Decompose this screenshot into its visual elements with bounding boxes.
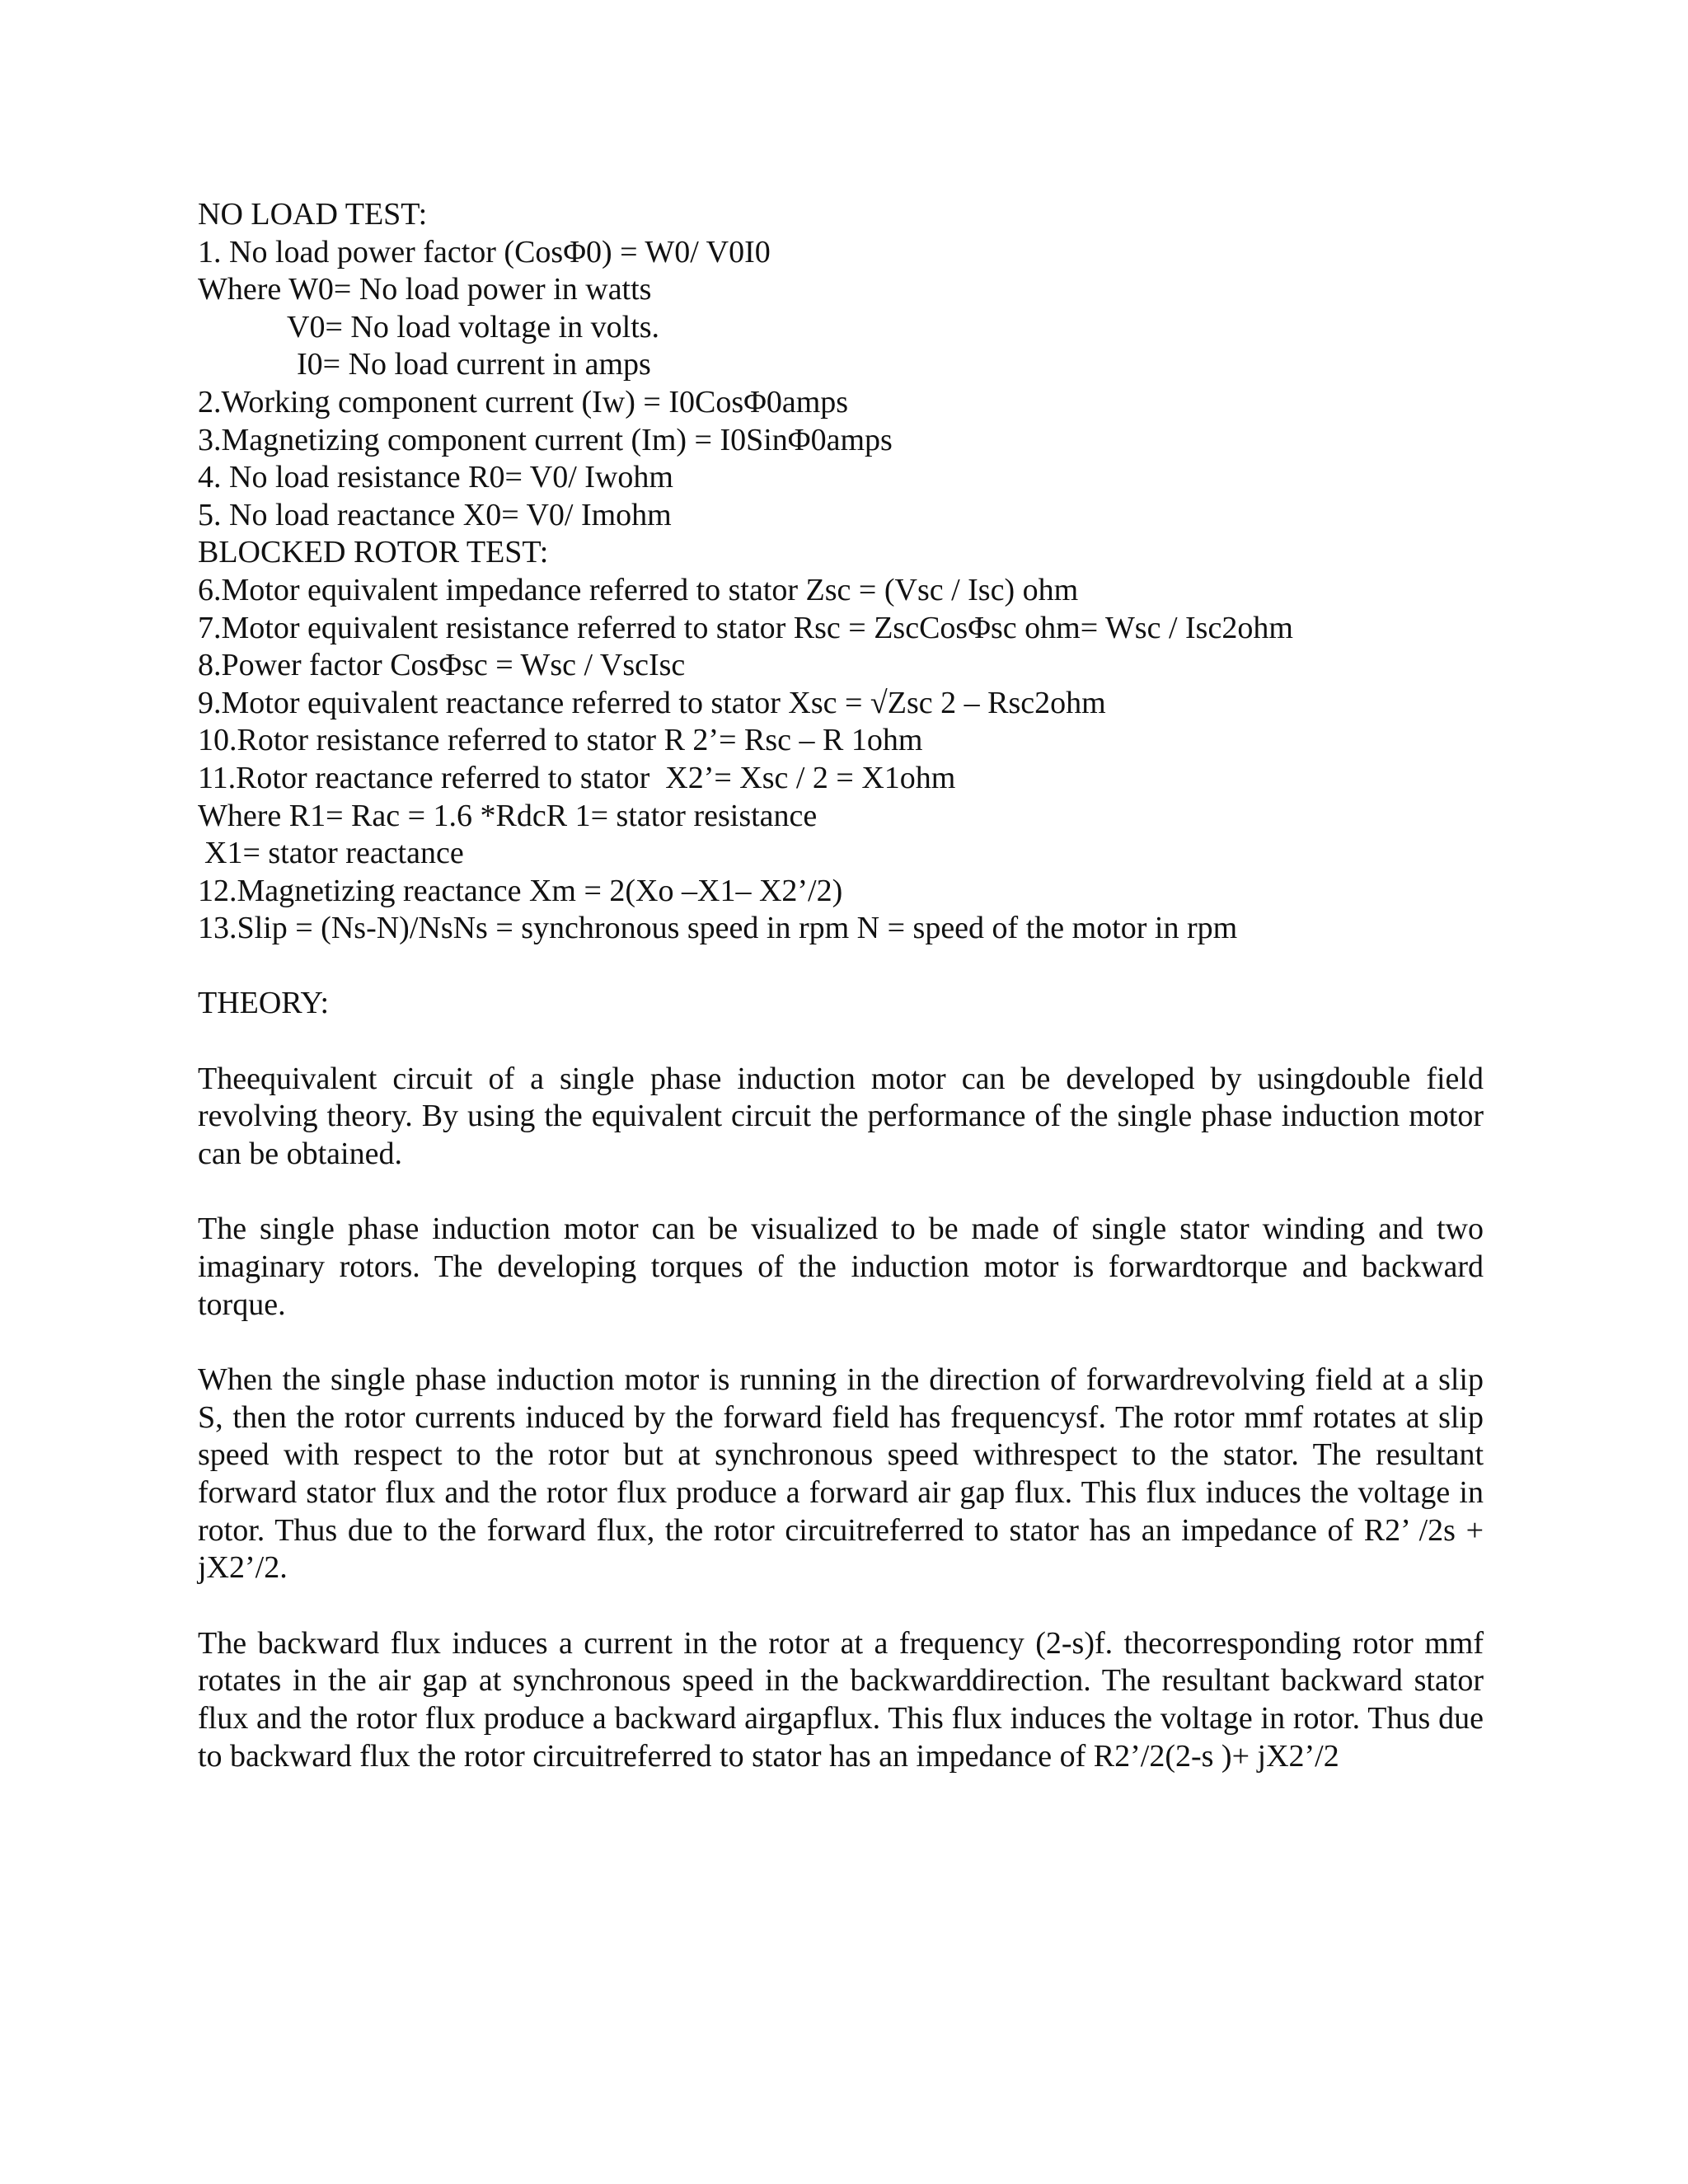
formula-line: 12.Magnetizing reactance Xm = 2(Xo –X1– X2’/2) [198, 873, 843, 908]
formula-line: 8.Power factor CosΦsc = Wsc / VscIsc [198, 648, 686, 683]
theory-paragraph: The backward flux induces a current in the rotor at a frequency (2-s)f. thecorresponding rotor mmf rotates in the air gap at synchronous speed in the backwarddirection. The resultant backward stator flux and the rotor flux produce a backward airgapflux. This flux induces the voltage in rotor. Thus due to backward flux the rotor circuitreferred to stator has an impedance of R2’/2(2-s )+ jX2’/2 [198, 1625, 1484, 1774]
formula-line: 6.Motor equivalent impedance referred to stator Zsc = (Vsc / Isc) ohm [198, 572, 1079, 607]
no-load-heading: NO LOAD TEST: [198, 197, 428, 232]
formula-line: 7.Motor equivalent resistance referred to stator Rsc = ZscCosΦsc ohm= Wsc / Isc2ohm [198, 610, 1293, 645]
document-page [198, 196, 1484, 1775]
formula-line: 10.Rotor resistance referred to stator R 2’= Rsc – R 1ohm [198, 723, 923, 758]
theory-paragraph: Theequivalent circuit of a single phase induction motor can be developed by usingdouble field revolving theory. By using the equivalent circuit the performance of the single phase induction motor can be obtained. [198, 1061, 1484, 1171]
formula-line: 9.Motor equivalent reactance referred to stator Xsc = √Zsc 2 – Rsc2ohm [198, 685, 1106, 720]
theory-paragraph: When the single phase induction motor is running in the direction of forwardrevolving field at a slip S, then the rotor currents induced by the forward field has frequencysf. The rotor mmf rotates at slip speed with respect to the rotor but at synchronous speed withrespect to the stator. The resultant forward stator flux and the rotor flux produce a forward air gap flux. This flux induces the voltage in rotor. Thus due to the forward flux, the rotor circuitreferred to stator has an impedance of R2’ /2s + jX2’/2. [198, 1362, 1484, 1586]
formula-line: X1= stator reactance [204, 836, 464, 871]
spacer [198, 1023, 1484, 1061]
blocked-rotor-heading: BLOCKED ROTOR TEST: [198, 535, 549, 570]
spacer [198, 1587, 1484, 1625]
formula-line: I0= No load current in amps [297, 347, 651, 382]
spacer [198, 948, 1484, 986]
theory-heading: THEORY: [198, 986, 330, 1021]
formula-line: 3.Magnetizing component current (Im) = I0SinΦ0amps [198, 422, 893, 457]
theory-paragraph: The single phase induction motor can be visualized to be made of single stator winding and two imaginary rotors. The developing torques of the induction motor is forwardtorque and backward torque. [198, 1212, 1484, 1322]
formula-line: 11.Rotor reactance referred to stator X2’= Xsc / 2 = X1ohm [198, 760, 956, 795]
formula-line: 13.Slip = (Ns-N)/NsNs = synchronous speed in rpm N = speed of the motor in rpm [198, 911, 1238, 946]
formula-line: Where W0= No load power in watts [198, 272, 652, 307]
formula-line: Where R1= Rac = 1.6 *RdcR 1= stator resistance [198, 798, 818, 833]
formula-line: 4. No load resistance R0= V0/ Iwohm [198, 460, 673, 495]
formula-line: 2.Working component current (Iw) = I0CosΦ0amps [198, 384, 849, 419]
formula-line: 1. No load power factor (CosΦ0) = W0/ V0I0 [198, 234, 771, 269]
formula-line: V0= No load voltage in volts. [287, 309, 660, 344]
spacer [198, 1173, 1484, 1211]
spacer [198, 1324, 1484, 1361]
formula-line: 5. No load reactance X0= V0/ Imohm [198, 497, 672, 532]
